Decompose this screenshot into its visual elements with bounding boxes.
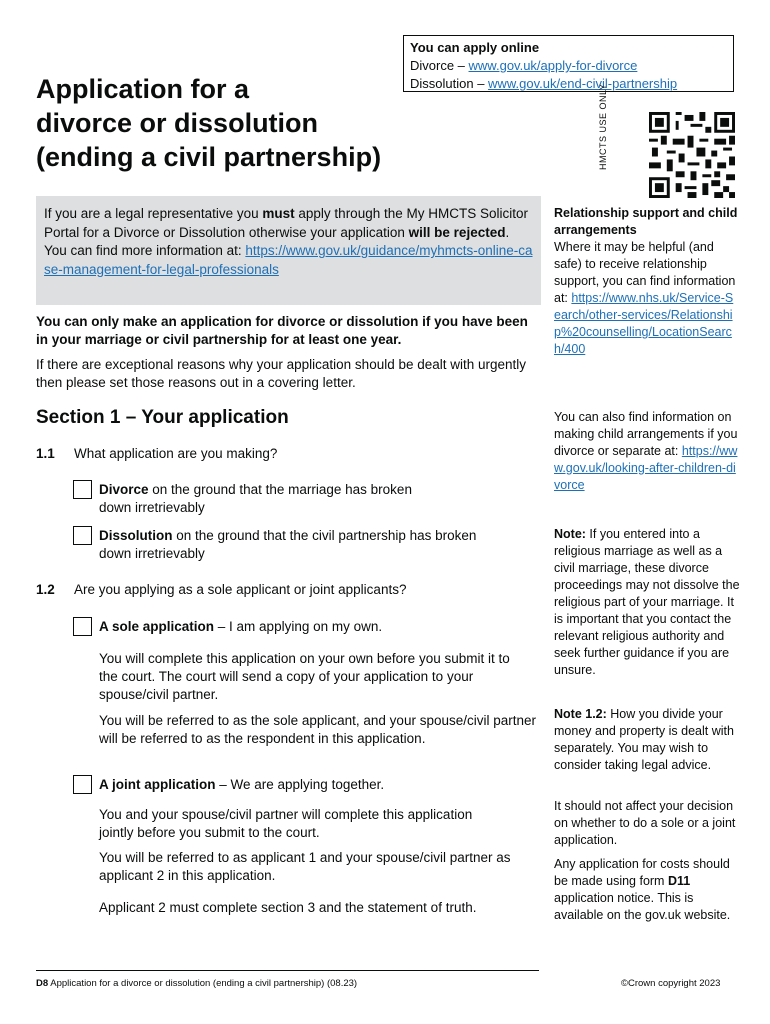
title-line-3: (ending a civil partnership): [36, 142, 382, 172]
child-arrangements-block: [554, 409, 740, 494]
joint-application-paragraph-3: Applicant 2 must complete section 3 and the statement of truth.: [99, 900, 477, 915]
divorce-option-label: [99, 481, 429, 517]
dissolution-option-text: on the ground that the civil partnership has broken down irretrievably: [99, 528, 477, 561]
sole-application-paragraph-2: You will be referred to as the sole applicant, and your spouse/civil partner will be referred to as the respondent in this application.: [99, 713, 537, 746]
divorce-option-text: on the ground that the marriage has broken down irretrievably: [99, 482, 412, 515]
sole-joint-decision-note: It should not affect your decision on whether to do a sole or a joint application.: [554, 799, 736, 847]
legal-rep-text-1: If you are a legal representative you: [44, 206, 263, 221]
dissolution-link[interactable]: www.gov.uk/end-civil-partnership: [488, 76, 678, 91]
relationship-support-heading: Relationship support and child arrangements: [554, 206, 738, 237]
dissolution-link-line: [410, 75, 727, 93]
sole-application-text: – I am applying on my own.: [214, 619, 383, 634]
joint-application-checkbox[interactable]: [73, 775, 92, 794]
footer-form-title: [36, 978, 357, 989]
question-1-2-number: 1.2: [36, 582, 55, 597]
apply-online-box: [403, 35, 734, 92]
joint-application-paragraph-2: You will be referred to as applicant 1 and your spouse/civil partner as applicant 2 in this application.: [99, 850, 511, 883]
footer-divider: [36, 970, 539, 971]
qr-code-icon: [649, 112, 735, 198]
child-arrangements-text: You can also find information on making child arrangements if you divorce or separate at:: [554, 410, 738, 458]
note-label: Note:: [554, 527, 586, 541]
divorce-option-bold: Divorce: [99, 482, 149, 497]
dissolution-checkbox[interactable]: [73, 526, 92, 545]
legal-rep-text-3: . You can find more information at:: [44, 224, 510, 258]
dissolution-option-label: [99, 527, 479, 563]
joint-application-bold: A joint application: [99, 777, 216, 792]
myhmcts-guidance-link[interactable]: https://www.gov.uk/guidance/myhmcts-online-case-management-for-legal-professionals: [44, 243, 533, 277]
note-1-2: [554, 706, 740, 774]
costs-text-1: Any application for costs should be made using form: [554, 857, 730, 888]
divorce-checkbox[interactable]: [73, 480, 92, 499]
exceptional-reasons: If there are exceptional reasons why your application should be dealt with urgently then please set those reasons out in a covering letter.: [36, 357, 527, 390]
sole-application-bold: A sole application: [99, 619, 215, 634]
note-1-2-text: How you divide your money and property is dealt with separately. You may wish to consider taking legal advice.: [554, 707, 734, 772]
joint-application-paragraph-1: You and your spouse/civil partner will complete this application jointly before you submit to the court.: [99, 807, 473, 840]
costs-text-2: application notice. This is available on the gov.uk website.: [554, 891, 731, 922]
dissolution-option-bold: Dissolution: [99, 528, 173, 543]
legal-representative-notice: [36, 196, 541, 305]
eligibility-statement: You can only make an application for divorce or dissolution if you have been in your marriage or civil partnership for at least one year.: [36, 314, 528, 347]
hmcts-use-only-label: HMCTS USE ONLY: [598, 83, 608, 170]
divorce-link-line: [410, 57, 727, 75]
title-line-2: divorce or dissolution: [36, 108, 319, 138]
relationship-support-block: [554, 205, 740, 358]
joint-application-label: [99, 776, 384, 794]
dissolution-label: Dissolution –: [410, 76, 489, 91]
title-line-1: Application for a: [36, 74, 250, 104]
sole-application-paragraph-1: You will complete this application on your own before you submit it to the court. The court will send a copy of your application to your spouse/civil partner.: [99, 651, 510, 702]
section-1-heading: Section 1 – Your application: [36, 407, 289, 428]
sole-application-label: [99, 618, 382, 636]
sole-application-checkbox[interactable]: [73, 617, 92, 636]
divorce-link[interactable]: www.gov.uk/apply-for-divorce: [468, 58, 638, 73]
costs-note: [554, 856, 740, 924]
legal-rep-text-2: apply through the My HMCTS Solicitor Portal for a Divorce or Dissolution otherwise your application: [44, 206, 528, 240]
question-1-1-number: 1.1: [36, 446, 55, 461]
note-text: If you entered into a religious marriage as well as a civil marriage, these divorce proceedings may not dissolve the religious part of your marriage. It is important that you contact the relevant religious authority and seek further guidance if you are unsure.: [554, 527, 740, 677]
religious-marriage-note: [554, 526, 740, 679]
legal-rep-must: must: [262, 206, 295, 221]
legal-rep-rejected: will be rejected: [408, 224, 506, 240]
nhs-relationship-link[interactable]: https://www.nhs.uk/Service-Search/other-services/Relationship%20counselling/LocationSearch/400: [554, 291, 734, 356]
d11-form: D11: [667, 874, 691, 888]
question-1-2-text: Are you applying as a sole applicant or joint applicants?: [74, 582, 407, 597]
question-1-1-text: What application are you making?: [74, 446, 278, 461]
note-1-2-label: Note 1.2:: [554, 707, 607, 721]
child-arrangements-link[interactable]: https://www.gov.uk/looking-after-children-divorce: [554, 444, 738, 492]
divorce-label: Divorce –: [410, 58, 469, 73]
footer-copyright: ©Crown copyright 2023: [621, 978, 721, 989]
footer-form-name: Application for a divorce or dissolution (ending a civil partnership) (08.23): [48, 978, 358, 989]
relationship-support-text: Where it may be helpful (and safe) to receive relationship support, you can find information at:: [554, 240, 736, 305]
joint-application-text: – We are applying together.: [215, 777, 385, 792]
footer-form-code: D8: [36, 978, 49, 989]
apply-online-heading: You can apply online: [410, 40, 540, 55]
page-title: [36, 72, 436, 174]
